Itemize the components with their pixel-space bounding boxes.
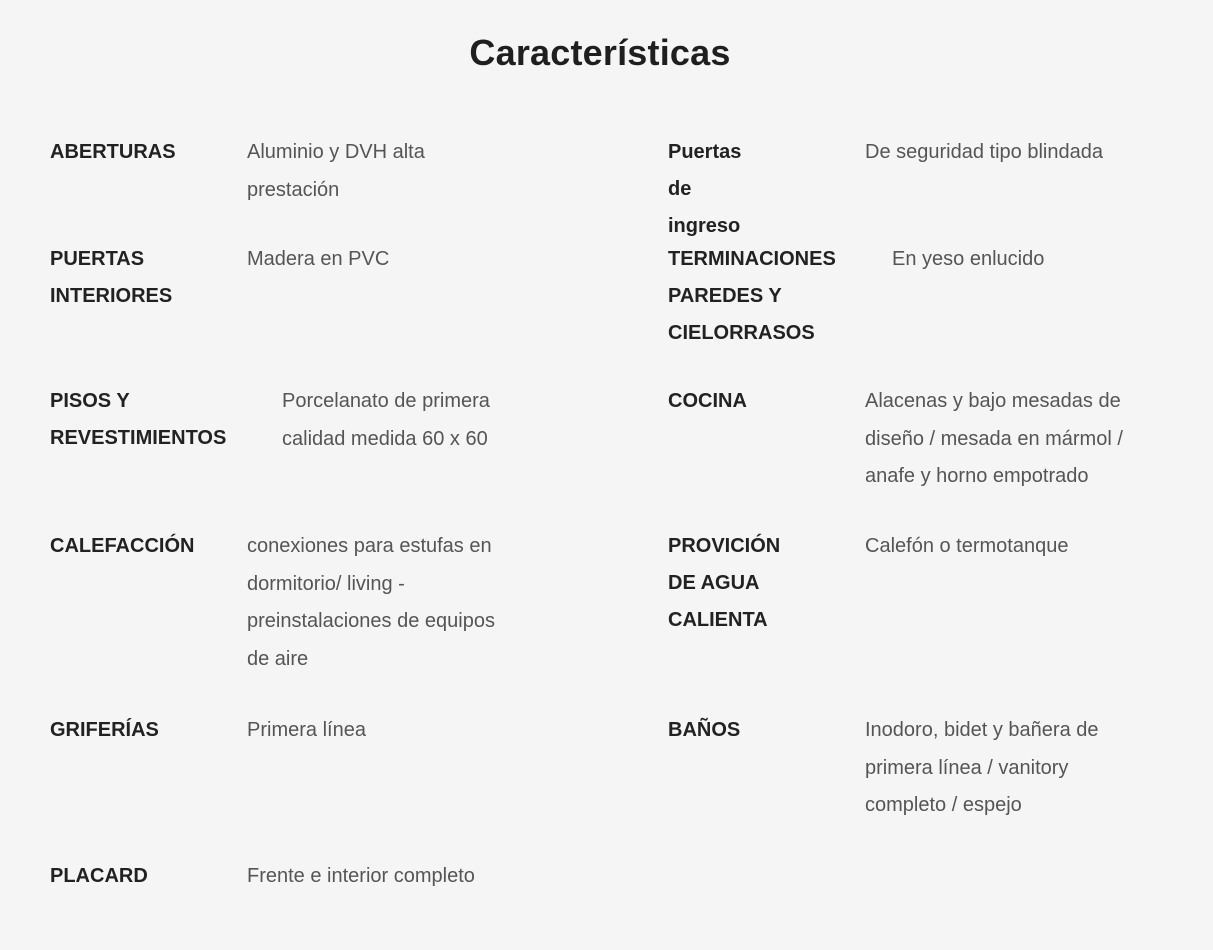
feature-value: Alacenas y bajo mesadas de diseño / mesada en mármol / anafe y horno empotrado: [865, 390, 1123, 487]
feature-label: PROVICIÓN DE AGUA CALIENTA: [668, 535, 781, 631]
feature-label: TERMINACIONES PAREDES Y CIELORRASOS: [668, 248, 836, 344]
feature-value: Frente e interior completo: [247, 865, 475, 887]
feature-value: Calefón o termotanque: [865, 535, 1069, 557]
feature-label: BAÑOS: [668, 719, 741, 741]
feature-label: CALEFACCIÓN: [50, 535, 195, 557]
feature-label: PISOS Y REVESTIMIENTOS: [50, 390, 227, 449]
feature-label: COCINA: [668, 390, 747, 412]
feature-value: De seguridad tipo blindada: [865, 141, 1103, 163]
section-title: Características: [469, 32, 731, 73]
feature-value: Inodoro, bidet y bañera de primera línea / vanitory completo / espejo: [865, 719, 1099, 816]
feature-value: Porcelanato de primera calidad medida 60 x 60: [282, 390, 490, 450]
feature-value: conexiones para estufas en dormitorio/ living - preinstalaciones de equipos de aire: [247, 535, 495, 670]
feature-value: Primera línea: [247, 719, 366, 741]
feature-value: En yeso enlucido: [892, 248, 1045, 270]
feature-label: Puertas de ingreso: [668, 141, 742, 237]
feature-label: ABERTURAS: [50, 141, 176, 163]
feature-label: PLACARD: [50, 865, 148, 887]
feature-label: PUERTAS INTERIORES: [50, 248, 173, 307]
feature-value: Madera en PVC: [247, 248, 390, 270]
feature-value: Aluminio y DVH alta prestación: [247, 141, 425, 201]
feature-label: GRIFERÍAS: [50, 719, 159, 741]
